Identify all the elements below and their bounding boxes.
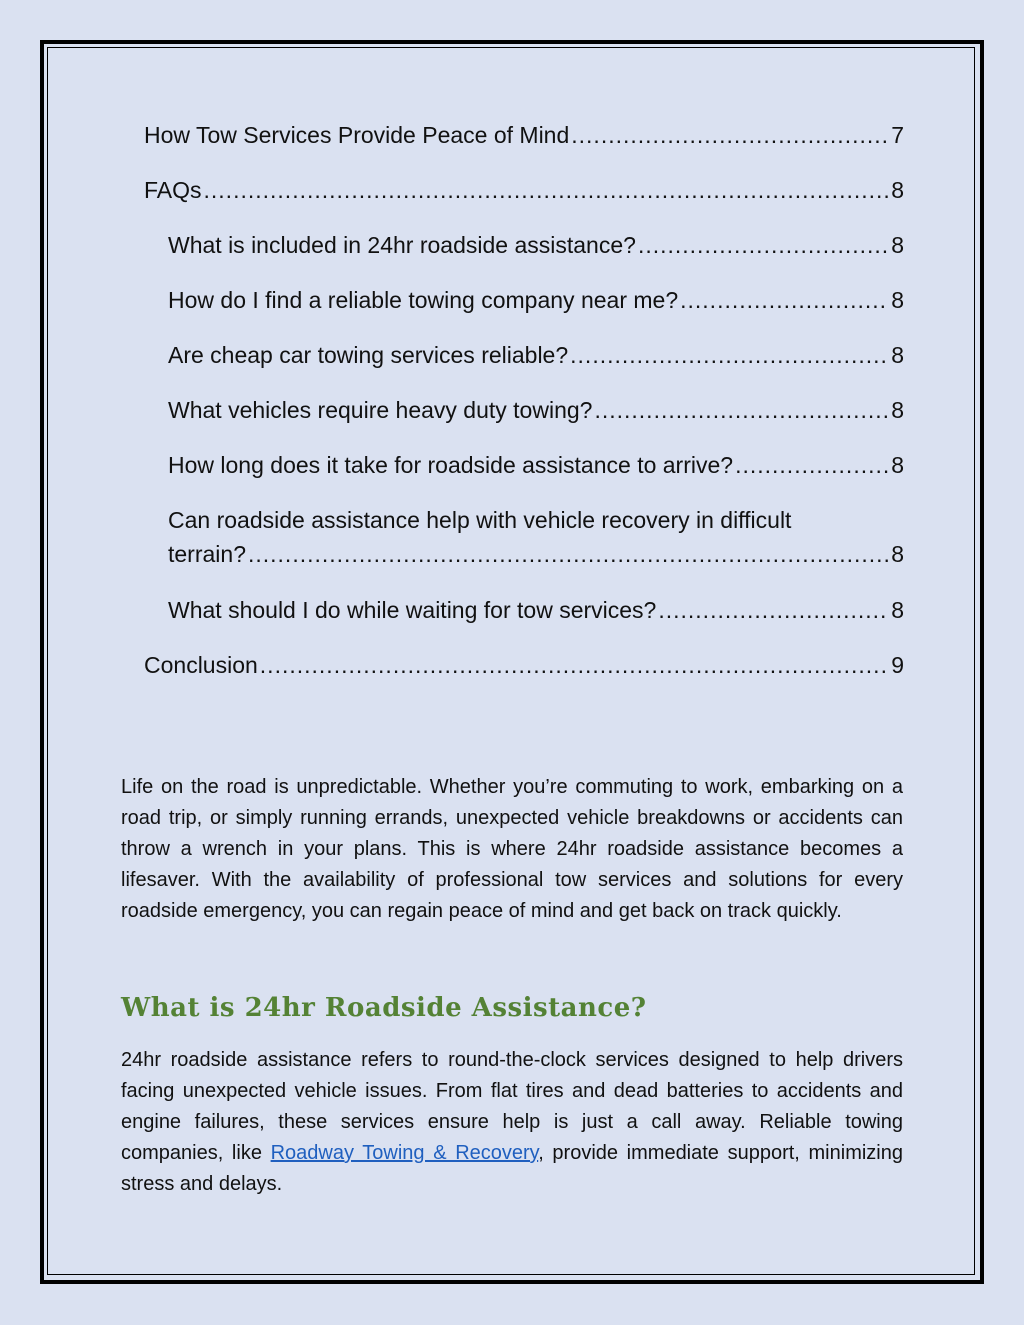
toc-page-number: 8 <box>891 452 904 478</box>
section-paragraph-text-before-link: 24hr roadside assistance refers to round-the-clock services designed to help drivers facing unexpected vehicle issues. From flat tires and dead batteries to accidents and engine failures, these services ensure help is just a call away. Reliable towing companies, like <box>121 1049 903 1164</box>
intro-paragraph: Life on the road is unpredictable. Whether you’re commuting to work, embarking on a road trip, or simply running errands, unexpected vehicle breakdowns or accidents can throw a wrench in your plans. This is where 24hr roadside assistance becomes a lifesaver. With the availability of professional tow services and solutions for every roadside emergency, you can regain peace of mind and get back on track quickly. <box>121 776 903 922</box>
toc-leader-dots <box>594 393 889 427</box>
toc-entry-cheap-towing[interactable] <box>144 338 904 393</box>
toc-entry-title: How do I find a reliable towing company near me? <box>168 287 679 313</box>
toc-page-number: 9 <box>891 652 904 678</box>
toc-entry-tow-services-peace[interactable] <box>144 118 904 173</box>
toc-entry-title-line2: terrain? <box>168 541 246 567</box>
toc-entry-difficult-terrain[interactable] <box>144 503 904 593</box>
toc-entry-title-line1: Can roadside assistance help with vehicle recovery in difficult <box>168 507 792 533</box>
toc-leader-dots <box>571 118 889 152</box>
roadway-towing-link[interactable]: Roadway Towing & Recovery <box>270 1142 539 1164</box>
toc-leader-dots <box>638 228 889 262</box>
toc-entry-included[interactable] <box>144 228 904 283</box>
toc-leader-dots <box>570 338 889 372</box>
table-of-contents <box>144 118 904 703</box>
toc-entry-title: What vehicles require heavy duty towing? <box>168 397 593 423</box>
toc-leader-dots <box>204 173 890 207</box>
toc-entry-title: What is included in 24hr roadside assistance? <box>168 232 636 258</box>
section-paragraph <box>121 1045 903 1200</box>
toc-page-number: 8 <box>891 232 904 258</box>
toc-page-number: 8 <box>891 287 904 313</box>
toc-leader-dots <box>658 593 889 627</box>
toc-leader-dots <box>735 448 889 482</box>
toc-entry-while-waiting[interactable] <box>144 593 904 648</box>
toc-entry-find-reliable[interactable] <box>144 283 904 338</box>
toc-entry-how-long[interactable] <box>144 448 904 503</box>
toc-entry-title: FAQs <box>144 177 202 203</box>
toc-entry-conclusion[interactable] <box>144 648 904 703</box>
toc-entry-title: Are cheap car towing services reliable? <box>168 342 569 368</box>
toc-entry-title: Conclusion <box>144 652 258 678</box>
toc-entry-heavy-duty[interactable] <box>144 393 904 448</box>
toc-page-number: 7 <box>891 122 904 148</box>
toc-entry-title: What should I do while waiting for tow services? <box>168 597 657 623</box>
toc-entry-title: How long does it take for roadside assistance to arrive? <box>168 452 734 478</box>
toc-page-number: 8 <box>891 541 904 567</box>
toc-entry-faqs[interactable] <box>144 173 904 228</box>
toc-page-number: 8 <box>891 397 904 423</box>
toc-leader-dots <box>248 537 889 571</box>
section-heading: What is 24hr Roadside Assistance? <box>121 993 647 1023</box>
toc-entry-title: How Tow Services Provide Peace of Mind <box>144 122 570 148</box>
toc-page-number: 8 <box>891 597 904 623</box>
toc-leader-dots <box>260 648 889 682</box>
toc-page-number: 8 <box>891 342 904 368</box>
toc-leader-dots <box>680 283 889 317</box>
toc-page-number: 8 <box>891 177 904 203</box>
section-paragraph-text-after-link: , provide immediate support, minimizing stress and delays. <box>121 1142 903 1195</box>
